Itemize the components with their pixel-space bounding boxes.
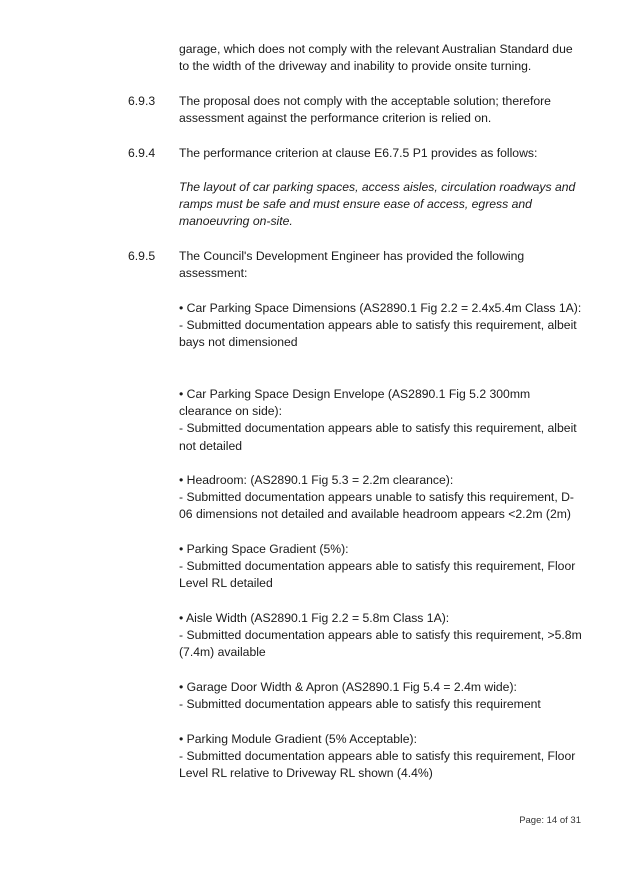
assessment-item-heading: • Aisle Width (AS2890.1 Fig 2.2 = 5.8m Class 1A): (179, 611, 450, 625)
assessment-item (179, 541, 584, 593)
section-text-6-9-3: The proposal does not comply with the acceptable solution; therefore assessment against the performance criterion is relied on. (179, 94, 551, 126)
assessment-item (179, 472, 584, 524)
assessment-item-heading: • Car Parking Space Dimensions (AS2890.1 Fig 2.2 = 2.4x5.4m Class 1A): (179, 301, 582, 315)
section-text-6-9-4: The performance criterion at clause E6.7.5 P1 provides as follows: (179, 146, 538, 160)
assessment-item-detail: - Submitted documentation appears able to satisfy this requirement, Floor Level RL relative to Driveway RL shown (4.4%) (179, 749, 576, 781)
assessment-item (179, 679, 584, 713)
assessment-item-heading: • Parking Space Gradient (5%): (179, 542, 349, 556)
assessment-item-heading: • Parking Module Gradient (5% Acceptable): (179, 732, 417, 746)
assessment-item (179, 386, 584, 455)
assessment-item-detail: - Submitted documentation appears able to satisfy this requirement (179, 697, 541, 712)
assessment-item-detail: - Submitted documentation appears able to satisfy this requirement, >5.8m (7.4m) available (179, 628, 582, 660)
section-number-6-9-3: 6.9.3 (128, 94, 156, 108)
assessment-item (179, 731, 584, 783)
section-number-6-9-4: 6.9.4 (128, 146, 156, 160)
assessment-item-detail: - Submitted documentation appears able to satisfy this requirement, Floor Level RL detailed (179, 559, 576, 591)
assessment-item (179, 610, 584, 662)
assessment-item-detail: - Submitted documentation appears able to satisfy this requirement, albeit not detailed (179, 421, 577, 453)
assessment-item-detail: - Submitted documentation appears unable to satisfy this requirement, D-06 dimensions not detailed and available headroom appears <2.2m (2m) (179, 490, 574, 522)
section-text-6-9-5: The Council's Development Engineer has provided the following assessment: (179, 249, 525, 281)
assessment-item-heading: • Headroom: (AS2890.1 Fig 5.3 = 2.2m clearance): (179, 473, 454, 487)
assessment-item-heading: • Car Parking Space Design Envelope (AS2890.1 Fig 5.2 300mm clearance on side): (179, 387, 531, 419)
continuation-paragraph: garage, which does not comply with the relevant Australian Standard due to the width of the driveway and inability to provide onsite turning. (179, 42, 573, 74)
assessment-item-detail: - Submitted documentation appears able to satisfy this requirement, albeit bays not dimensioned (179, 318, 577, 350)
page-number: Page: 14 of 31 (519, 815, 581, 826)
assessment-item-heading: • Garage Door Width & Apron (AS2890.1 Fig 5.4 = 2.4m wide): (179, 680, 517, 694)
section-number-6-9-5: 6.9.5 (128, 249, 156, 263)
assessment-item (179, 300, 584, 352)
performance-criterion-quote: The layout of car parking spaces, access aisles, circulation roadways and ramps must be safe and must ensure ease of access, egress and manoeuvring on-site. (179, 180, 576, 229)
